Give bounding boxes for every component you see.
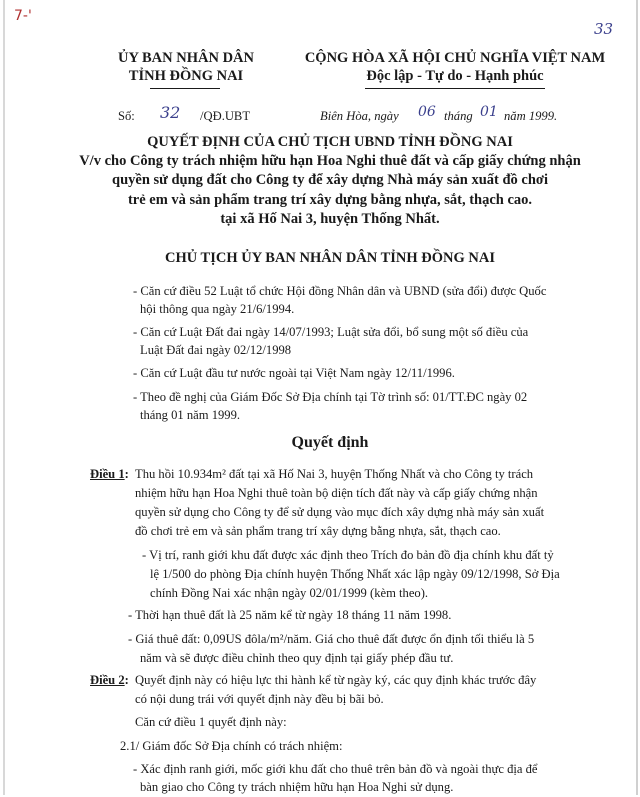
decision-subject-line-3: trẻ em và sản phẩm trang trí xây dựng bằng nhựa, sắt, thạch cao. [127, 192, 533, 208]
national-title: CỘNG HÒA XÃ HỘI CHỦ NGHĨA VIỆT NAM [304, 50, 606, 66]
article-2-line: Quyết định này có hiệu lực thi hành kể từ ngày ký, các quy định khác trước đây [135, 673, 537, 687]
decision-subject-line-2: quyền sử dụng đất cho Công ty để xây dựng Nhà máy sản xuất đồ chơi [112, 172, 548, 188]
basis-line: Luật Đất đai ngày 02/12/1998 [140, 343, 292, 357]
basis-line: tháng 01 năm 1999. [140, 408, 241, 422]
article-1-item-line: - Giá thuê đất: 0,09US đôla/m²/năm. Giá cho thuê đất được ổn định tối thiểu là 5 [128, 632, 535, 646]
chairman-heading: CHỦ TỊCH ỦY BAN NHÂN DÂN TỈNH ĐỒNG NAI [164, 250, 496, 266]
decision-title: QUYẾT ĐỊNH CỦA CHỦ TỊCH UBND TỈNH ĐỒNG NAI [147, 134, 513, 150]
page-number: 33 [594, 20, 614, 38]
article-1-line: quyền sử dụng cho Công ty để sử dụng vào mục đích xây dựng nhà máy sản xuất [135, 505, 545, 519]
article-1-item-line: - Vị trí, ranh giới khu đất được xác định theo Trích đo bản đồ địa chính khu đất tỷ [142, 548, 554, 562]
article-1-item-line: lệ 1/500 do phòng Địa chính huyện Thống Nhất xác lập ngày 09/12/1998, Sở Địa [150, 567, 560, 581]
article-1-label [90, 465, 129, 484]
date-month: 01 [480, 104, 498, 120]
article-1-line: đồ chơi trẻ em và sản phẩm trang trí xây dựng bằng nhựa, sắt, thạch cao. [135, 524, 501, 538]
decision-heading: Quyết định [291, 434, 369, 451]
decision-subject-line-1: V/v cho Công ty trách nhiệm hữu hạn Hoa Nghi thuê đất và cấp giấy chứng nhận [79, 153, 581, 169]
article-1-line: Thu hồi 10.934m² đất tại xã Hố Nai 3, huyện Thống Nhất và cho Công ty trách [135, 467, 534, 481]
article-2-line: có nội dung trái với quyết định này đều bị bãi bỏ. [135, 692, 384, 706]
corner-mark: 7-' [14, 8, 32, 24]
date-day: 06 [418, 104, 436, 120]
article-1-item-line: - Thời hạn thuê đất là 25 năm kể từ ngày 18 tháng 11 năm 1998. [128, 608, 452, 622]
article-2-subheading: 2.1/ Giám đốc Sở Địa chính có trách nhiệm: [120, 739, 343, 753]
basis-line: - Căn cứ Luật Đất đai ngày 14/07/1993; Luật sửa đổi, bổ sung một số điều của [133, 325, 529, 339]
scan-edge-left [3, 0, 5, 795]
national-motto: Độc lập - Tự do - Hạnh phúc [366, 68, 544, 84]
date-year: năm 1999. [504, 109, 558, 123]
basis-line: hội thông qua ngày 21/6/1994. [140, 302, 295, 316]
basis-line: - Căn cứ Luật đầu tư nước ngoài tại Việt Nam ngày 12/11/1996. [133, 366, 455, 380]
decision-number-label: Số: [118, 109, 135, 123]
article-2-label-text: Điều 2 [90, 673, 125, 687]
article-1-label-text: Điều 1 [90, 467, 125, 481]
decision-number-suffix: /QĐ.UBT [200, 109, 251, 123]
decision-number: 32 [160, 103, 181, 122]
basis-line: - Theo đề nghị của Giám Đốc Sở Địa chính tại Tờ trình số: 01/TT.ĐC ngày 02 [133, 390, 528, 404]
article-1-line: nhiệm hữu hạn Hoa Nghi thuê toàn bộ diện tích đất này và cấp giấy chứng nhận [135, 486, 538, 500]
decision-subject-line-4: tại xã Hố Nai 3, huyện Thống Nhất. [220, 211, 440, 227]
basis-line: - Căn cứ điều 52 Luật tổ chức Hội đồng Nhân dân và UBND (sửa đổi) được Quốc [133, 284, 547, 298]
article-1-item-line: năm và sẽ được điều chỉnh theo quy định tại giấy phép đầu tư. [140, 651, 454, 665]
date-month-label: tháng [444, 109, 473, 123]
article-2-item-line: bàn giao cho Công ty trách nhiệm hữu hạn Hoa Nghi sử dụng. [140, 780, 454, 794]
article-2-label [90, 671, 129, 690]
article-2-item-line: - Xác định ranh giới, mốc giới khu đất cho thuê trên bản đồ và ngoài thực địa để [133, 762, 538, 776]
article-1-item-line: chính Đồng Nai xác nhận ngày 02/01/1999 (kèm theo). [150, 586, 429, 600]
issuer-province: TỈNH ĐỒNG NAI [128, 68, 244, 84]
issuer-name: ỦY BAN NHÂN DÂN [117, 50, 254, 66]
date-prefix: Biên Hòa, ngày [320, 109, 399, 123]
scan-edge-right [636, 0, 638, 795]
article-2-colon: : [124, 673, 129, 687]
article-1-colon: : [124, 467, 129, 481]
motto-underline [365, 88, 545, 89]
issuer-underline [150, 88, 220, 89]
article-2-basis: Căn cứ điều 1 quyết định này: [135, 715, 287, 729]
